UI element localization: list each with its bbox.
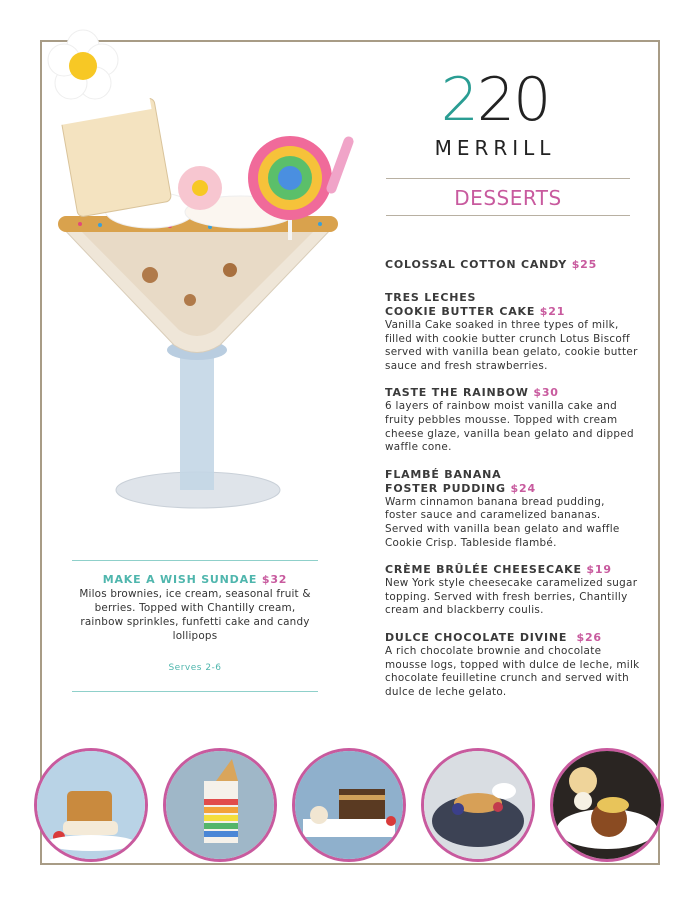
item-price: $21 xyxy=(539,305,566,318)
featured-dessert xyxy=(72,560,318,692)
item-description: A rich chocolate brownie and chocolate mousse logs, topped with dulce de leche, milk chocolate feuilletine crunch and served with dulce de leche gelato. xyxy=(385,644,640,698)
menu-item xyxy=(385,258,640,272)
divider-top xyxy=(386,178,630,179)
dessert-menu xyxy=(385,258,640,712)
logo-name: MERRILL xyxy=(434,136,556,160)
menu-item xyxy=(385,468,640,550)
featured-serves: Serves 2-6 xyxy=(168,663,222,673)
item-name: DULCE CHOCOLATE DIVINE $26 xyxy=(385,630,602,644)
item-name: FLAMBÉ BANANA FOSTER PUDDING $24 xyxy=(385,467,536,495)
item-name: TASTE THE RAINBOW $30 xyxy=(385,386,559,400)
dessert-photo xyxy=(34,748,148,862)
divider-bottom xyxy=(386,215,630,216)
item-description: Warm cinnamon banana bread pudding, foster sauce and caramelized bananas. Served with vanilla bean gelato and waffle Cookie Crisp. Tableside flambé. xyxy=(385,495,620,549)
dessert-photo xyxy=(421,748,535,862)
item-price: $19 xyxy=(586,563,612,577)
item-description: New York style cheesecake caramelized sugar topping. Served with fresh berries, Chantilly cream and blackberry coulis. xyxy=(385,577,638,617)
featured-price: $32 xyxy=(261,573,288,586)
dessert-photo xyxy=(292,748,406,862)
section-title: DESSERTS xyxy=(454,186,562,210)
sundae-photo xyxy=(40,20,370,520)
item-price: $30 xyxy=(533,386,559,400)
item-description: Vanilla Cake soaked in three types of milk, filled with cookie butter crunch Lotus Biscoff served with vanilla bean gelato, cookie butter sauce and fresh strawberries. xyxy=(385,319,638,372)
menu-item xyxy=(385,386,640,454)
featured-divider-top xyxy=(72,560,318,561)
item-name: COLOSSAL COTTON CANDY $25 xyxy=(385,258,598,271)
menu-item xyxy=(385,563,640,618)
item-price: $24 xyxy=(510,481,536,495)
featured-description: Milos brownies, ice cream, seasonal fruit & berries. Topped with Chantilly cream, rainbow sprinkles, funfetti cake and candy lollipops xyxy=(79,588,311,642)
featured-name: MAKE A WISH SUNDAE $32 xyxy=(102,573,288,586)
menu-item xyxy=(385,631,640,699)
item-price: $25 xyxy=(571,258,598,271)
item-description: 6 layers of rainbow moist vanilla cake and fruity pebbles mousse. Topped with cream cheese glaze, vanilla bean gelato and dipped waffle cone. xyxy=(385,400,634,454)
item-name: TRES LECHES COOKIE BUTTER CAKE $21 xyxy=(385,291,566,318)
brand-logo xyxy=(400,65,590,160)
dessert-photo-strip xyxy=(34,748,670,868)
logo-number: 220 xyxy=(440,65,550,135)
dessert-photo xyxy=(163,748,277,862)
item-name: CRÈME BRÛLÉE CHEESECAKE $19 xyxy=(385,563,612,577)
menu-item xyxy=(385,291,640,373)
item-price: $26 xyxy=(576,630,602,644)
featured-divider-bottom xyxy=(72,691,318,692)
dessert-photo xyxy=(550,748,664,862)
